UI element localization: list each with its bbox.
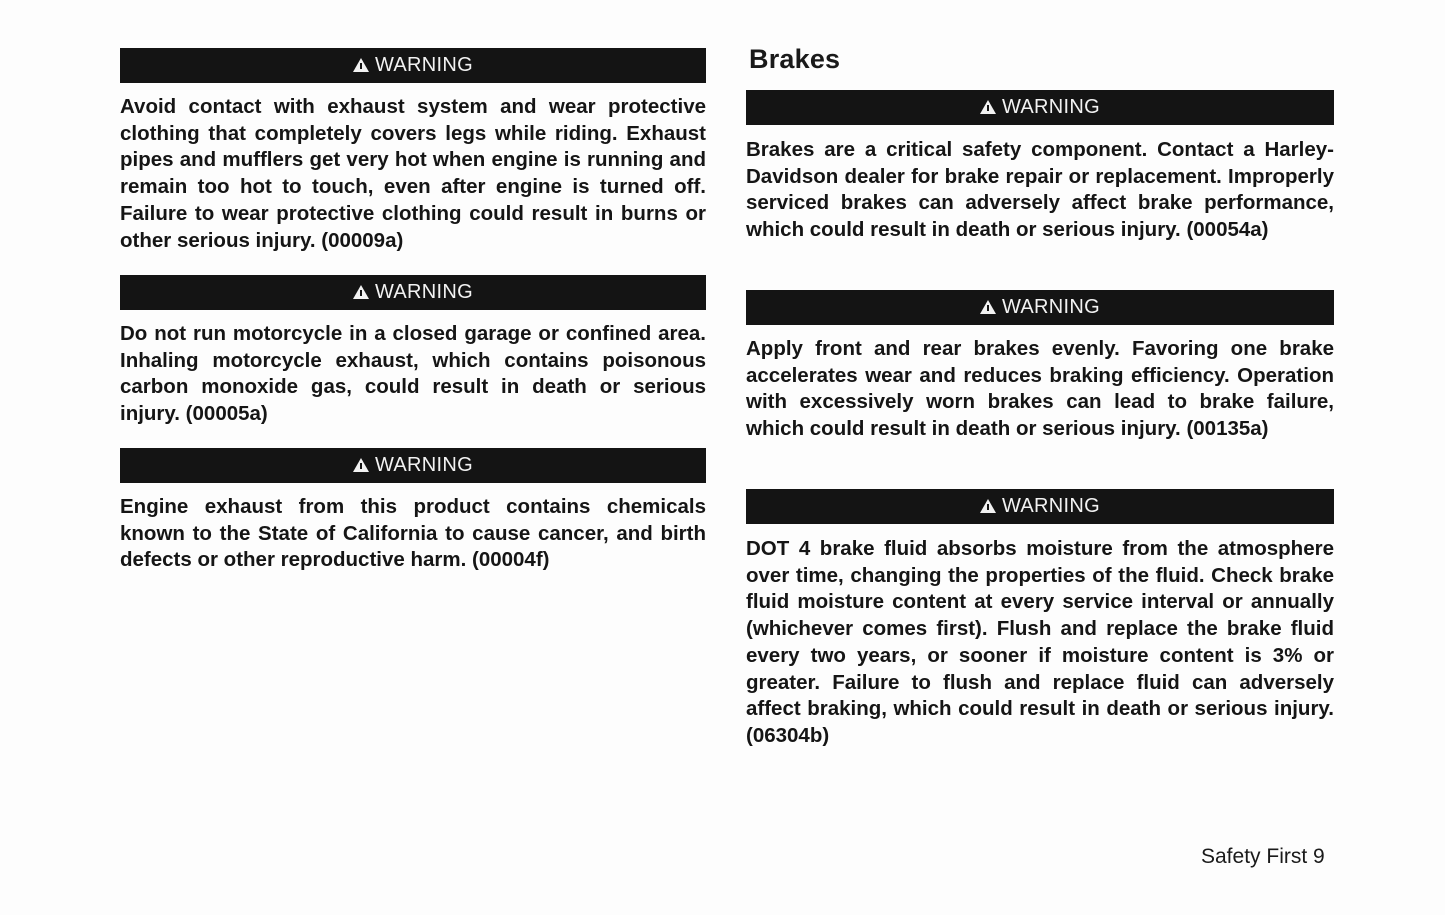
warning-banner [746,489,1334,524]
warning-text: DOT 4 brake fluid absorbs moisture from the atmosphere over time, changing the properties of the fluid. Check brake fluid moisture content at every service interval or annually (whichever comes first). Flush and replace the brake fluid every two years, or sooner if moisture content is 3% or greater. Failure to flush and replace fluid can adversely affect braking, which could result in death or serious injury. (06304b) [746,537,1334,747]
warning-text: Avoid contact with exhaust system and wear protective clothing that completely covers legs while riding. Exhaust pipes and mufflers get very hot when engine is running and remain too hot to touch, even after engine is turned off. Failure to wear protective clothing could result in burns or other serious injury. (00009a) [120,95,706,252]
section-title: Brakes [749,44,841,74]
warning-text: Do not run motorcycle in a closed garage or confined area. Inhaling motorcycle exhaust, which contains poisonous carbon monoxide gas, could result in death or serious injury. (00005a) [120,322,706,426]
warning-text: Apply front and rear brakes evenly. Favoring one brake accelerates wear and reduces braking efficiency. Operation with excessively worn brakes can lead to brake failure, which could result in death or serious injury. (00135a) [746,337,1334,441]
warning-banner [120,48,706,83]
warning-triangle-icon [353,285,369,299]
warning-banner [120,275,706,310]
warning-label: WARNING [1001,296,1101,318]
warning-triangle-icon [353,458,369,472]
warning-label: WARNING [374,54,474,76]
warning-label: WARNING [374,281,474,303]
warning-banner [120,448,706,483]
page-footer: Safety First 9 [1201,845,1325,868]
warning-label: WARNING [374,454,474,476]
warning-triangle-icon [980,100,996,114]
warning-label: WARNING [1001,495,1101,517]
warning-text: Engine exhaust from this product contains chemicals known to the State of California to cause cancer, and birth defects or other reproductive harm. (00004f) [120,495,706,572]
warning-banner [746,90,1334,125]
warning-triangle-icon [980,499,996,513]
warning-triangle-icon [980,300,996,314]
warning-banner [746,290,1334,325]
warning-triangle-icon [353,58,369,72]
warning-text: Brakes are a critical safety component. Contact a Harley-Davidson dealer for brake repair or replacement. Improperly serviced brakes can adversely affect brake performance, which could result in death or serious injury. (00054a) [746,138,1334,242]
warning-label: WARNING [1001,96,1101,118]
